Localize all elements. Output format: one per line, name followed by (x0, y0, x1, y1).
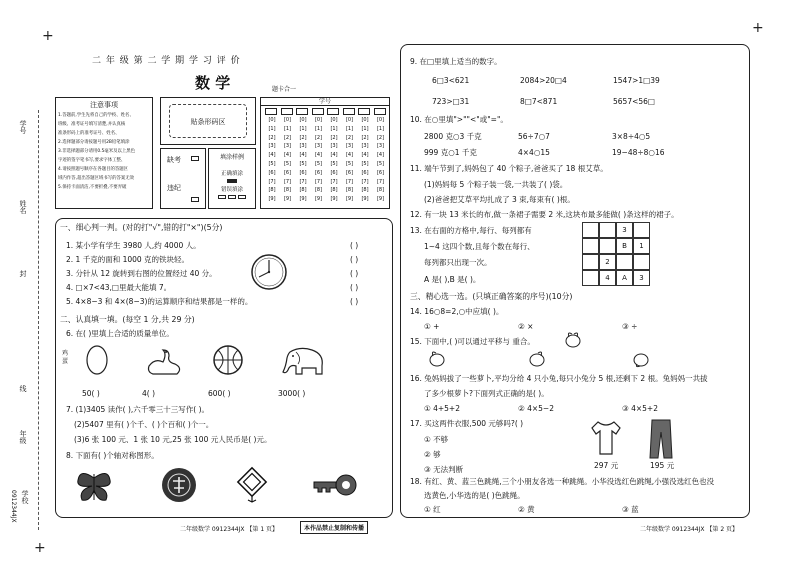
question-13d: A 是( ),B 是( )。 (424, 275, 481, 284)
id-digit-bubble[interactable]: [9] (283, 196, 292, 203)
id-digit-bubble[interactable]: [5] (299, 160, 307, 167)
absent-box (160, 148, 206, 209)
notice-line: 域内作答,超出答题区域书写的答案无效 (58, 176, 135, 181)
id-digit-column (327, 108, 341, 204)
answer-bracket[interactable]: ( ) (350, 241, 359, 250)
id-digit-bubble[interactable]: [1] (283, 125, 292, 132)
id-digit-bubble[interactable]: [6] (361, 169, 369, 176)
id-digit-bubble[interactable]: [3] (314, 143, 323, 150)
question-11: 11. 端午节到了,妈妈包了 40 个粽子,爸爸买了 18 根艾草。 (410, 164, 608, 173)
notice-line: 班级、准考证号填写清楚,并认真核 (58, 122, 126, 127)
notice-line: 字迹的签字笔书写,要求字体工整、 (58, 158, 126, 163)
question-11a: (1)妈妈每 5 个粽子装一袋,一共装了( )袋。 (424, 180, 568, 189)
q10-item[interactable]: 19−48÷8○16 (612, 148, 665, 157)
id-digit-bubble[interactable]: [4] (376, 152, 385, 159)
id-digit-bubble[interactable]: [1] (361, 125, 369, 132)
margin-code: 0912344JX (10, 490, 17, 523)
q18-option[interactable]: ③ 蓝 (622, 505, 639, 514)
student-id-label: 学号 (261, 98, 389, 106)
grid-cell: A (616, 270, 633, 286)
q16-option[interactable]: ③ 4×5+2 (622, 404, 658, 413)
id-digit-bubble[interactable]: [9] (268, 196, 276, 203)
question-13b: 1~4 这四个数,且每个数在每行、 (424, 242, 535, 251)
question-15: 15. 下面中,( )可以通过平移与 重合。 (410, 337, 535, 346)
barcode-area (160, 97, 256, 145)
margin-label: 年级 (19, 430, 27, 444)
cut-line (38, 110, 39, 530)
id-digit-bubble[interactable]: [9] (361, 196, 369, 203)
number-grid (582, 222, 654, 288)
egg-icon (84, 344, 110, 376)
margin-label: 学号 (19, 120, 27, 134)
id-digit-bubble[interactable]: [4] (268, 152, 276, 159)
section-2-title: 二、认真填一填。(每空 1 分,共 29 分) (60, 315, 195, 324)
margin-label: 姓名 (19, 200, 27, 214)
id-digit-bubble[interactable]: [0] (314, 117, 323, 123)
grid-cell: 1 (633, 238, 650, 254)
barcode-label: 贴条形码区 (169, 104, 247, 138)
fill-wrong-label: 错误填涂 (220, 187, 243, 193)
id-digit-column (343, 108, 357, 204)
question-16b: 了多少根萝卜?下面列式正确的是( )。 (424, 389, 549, 398)
question-16: 16. 兔妈妈拔了一些萝卜,平均分给 4 只小兔,每只小兔分 5 根,还剩下 2 根。兔妈妈一共拔 (410, 374, 708, 383)
shirt-icon (588, 418, 624, 458)
q9-item[interactable]: 8□7<871 (520, 97, 558, 106)
id-digit-bubble[interactable]: [0] (268, 117, 276, 123)
id-digit-bubble[interactable]: [3] (376, 143, 385, 150)
wrong-mark-icon (218, 195, 226, 199)
id-digit-bubble[interactable]: [7] (268, 178, 276, 185)
id-digit-bubble[interactable]: [7] (314, 178, 323, 185)
copy-stamp: 本作品禁止复制和传播 (300, 521, 368, 534)
id-digit-bubble[interactable]: [5] (376, 160, 385, 167)
id-digit-bubble[interactable]: [8] (330, 187, 338, 194)
weight-blank[interactable]: 50( ) (82, 389, 100, 398)
q18-option[interactable]: ① 红 (424, 505, 441, 514)
weight-blank[interactable]: 4( ) (142, 389, 156, 398)
q9-item[interactable]: 2084>20□4 (520, 76, 567, 85)
id-digit-bubble[interactable]: [4] (345, 152, 354, 159)
wrong-mark-icon (228, 195, 236, 199)
q14-option[interactable]: ③ ÷ (622, 322, 638, 331)
q10-item[interactable]: 3×8÷4○5 (612, 132, 651, 141)
weight-blank[interactable]: 3000( ) (278, 389, 306, 398)
id-digit-bubble[interactable]: [9] (299, 196, 307, 203)
grid-cell[interactable] (616, 254, 633, 270)
id-digit-bubble[interactable]: [3] (283, 143, 292, 150)
grid-cell[interactable] (582, 270, 599, 286)
id-digit-bubble[interactable]: [0] (330, 117, 338, 123)
id-digit-bubble[interactable]: [5] (330, 160, 338, 167)
id-digit-box[interactable] (374, 108, 386, 115)
id-digit-bubble[interactable]: [2] (299, 134, 307, 141)
grid-cell[interactable] (599, 222, 616, 238)
id-digit-bubble[interactable]: [5] (268, 160, 276, 167)
id-digit-bubble[interactable]: [4] (283, 152, 292, 159)
question-7b: (2)5407 里有( )个千、( )个百和( )个一。 (74, 420, 214, 429)
id-digit-bubble[interactable]: [8] (299, 187, 307, 194)
judge-item: 4. □×7<43,□里最大能填 7。 (66, 283, 172, 292)
q18-option[interactable]: ② 黄 (518, 505, 535, 514)
id-digit-bubble[interactable]: [0] (345, 117, 354, 123)
id-digit-bubble[interactable]: [9] (376, 196, 385, 203)
q9-item[interactable]: 6□3<621 (432, 76, 470, 85)
id-digit-bubble[interactable]: [6] (268, 169, 276, 176)
butterfly-icon (74, 468, 114, 504)
id-digit-bubble[interactable]: [2] (345, 134, 354, 141)
q16-option[interactable]: ② 4×5−2 (518, 404, 554, 413)
id-digit-bubble[interactable]: [8] (268, 187, 276, 194)
question-18b: 选黄色,小华选的是( )色跳绳。 (424, 491, 525, 500)
q17-option[interactable]: ③ 无法判断 (424, 465, 464, 474)
answer-bracket[interactable]: ( ) (350, 283, 359, 292)
question-6: 6. 在( )里填上合适的质量单位。 (66, 329, 174, 338)
q9-item[interactable]: 5657<56□ (613, 97, 656, 106)
question-17: 17. 买这两件衣服,500 元够吗?( ) (410, 419, 524, 428)
id-digit-bubble[interactable]: [2] (283, 134, 292, 141)
q9-item[interactable]: 723>□31 (432, 97, 470, 106)
id-digit-bubble[interactable]: [9] (330, 196, 338, 203)
id-digit-column (281, 108, 295, 204)
id-digit-bubble[interactable]: [2] (330, 134, 338, 141)
id-digit-bubble[interactable]: [0] (361, 117, 369, 123)
id-digit-bubble[interactable]: [5] (283, 160, 292, 167)
pants-price: 195 元 (650, 461, 675, 470)
egg-label: 鸡蛋 (62, 350, 69, 365)
judge-item: 3. 分针从 12 旋转到右图的位置经过 40 分。 (66, 269, 217, 278)
id-digit-bubble[interactable]: [6] (314, 169, 323, 176)
notice-line: 4.请按照题号顺序在各题目的答题区 (58, 167, 129, 172)
id-digit-bubble[interactable]: [8] (345, 187, 354, 194)
id-digit-bubble[interactable]: [7] (345, 178, 354, 185)
bee-icon (563, 331, 583, 349)
id-digit-bubble[interactable]: [8] (361, 187, 369, 194)
id-digit-bubble[interactable]: [2] (376, 134, 385, 141)
id-digit-bubble[interactable]: [9] (345, 196, 354, 203)
id-digit-box[interactable] (281, 108, 293, 115)
question-7c: (3)6 张 100 元、1 张 10 元,25 张 100 元人民币是( )元。 (74, 435, 272, 444)
grid-cell[interactable] (582, 254, 599, 270)
question-11b: (2)爸爸把艾草平均扎成了 3 束,每束有( )根。 (424, 195, 575, 204)
id-digit-bubble[interactable]: [6] (283, 169, 292, 176)
notice-line: 准条形码上的准考证号、姓名、 (58, 131, 120, 136)
id-digit-column (374, 108, 388, 204)
q14-option[interactable]: ① + (424, 322, 440, 331)
section-3-title: 三、精心选一选。(只填正确答案的序号)(10分) (410, 292, 573, 301)
notice-line: 2.选择题部分请按题号用2B铅笔填涂 (58, 140, 130, 145)
id-digit-bubble[interactable]: [9] (314, 196, 323, 203)
id-digit-bubble[interactable]: [6] (330, 169, 338, 176)
grid-cell[interactable] (582, 222, 599, 238)
id-digit-bubble[interactable]: [2] (314, 134, 323, 141)
question-13: 13. 在右面的方格中,每行、每列都有 (410, 226, 532, 235)
id-digit-column (312, 108, 326, 204)
id-digit-box[interactable] (296, 108, 308, 115)
id-digit-bubble[interactable]: [0] (299, 117, 307, 123)
section-1-title: 一、细心判一判。(对的打"√",错的打"×")(5分) (60, 223, 223, 232)
notice-line: 1.答题前,学生先将自己的学校、姓名、 (58, 113, 134, 118)
question-9: 9. 在□里填上适当的数字。 (410, 57, 502, 66)
id-digit-bubble[interactable]: [1] (268, 125, 276, 132)
fill-example-title: 填涂样例 (219, 154, 244, 161)
question-18: 18. 有红、黄、蓝三色跳绳,三个小朋友各选一种跳绳。小华没选红色跳绳,小强没选红色也没 (410, 477, 715, 486)
id-digit-bubble[interactable]: [6] (376, 169, 385, 176)
margin-label: 学校 (21, 490, 29, 504)
binding-margin (8, 110, 38, 530)
grid-cell[interactable] (633, 254, 650, 270)
crop-mark-icon: + (42, 28, 54, 44)
id-digit-bubble[interactable]: [8] (283, 187, 292, 194)
student-id-grid (260, 97, 390, 209)
id-digit-bubble[interactable]: [1] (299, 125, 307, 132)
q10-item[interactable]: 2800 克○3 千克 (424, 132, 482, 141)
id-digit-bubble[interactable]: [6] (345, 169, 354, 176)
grid-cell[interactable] (582, 238, 599, 254)
question-14: 14. 16○8=2,○中应填( )。 (410, 307, 504, 316)
notice-box (55, 97, 153, 209)
basketball-icon (212, 344, 244, 376)
weight-blank[interactable]: 600( ) (208, 389, 231, 398)
margin-label: 封 (19, 270, 27, 277)
id-digit-bubble[interactable]: [2] (361, 134, 369, 141)
id-digit-bubble[interactable]: [3] (268, 143, 276, 150)
fill-example-box (208, 148, 256, 209)
violation-label: 违纪 (167, 184, 181, 192)
id-digit-box[interactable] (327, 108, 339, 115)
id-digit-bubble[interactable]: [4] (314, 152, 323, 159)
id-digit-bubble[interactable]: [4] (361, 152, 369, 159)
goose-icon (145, 346, 185, 376)
id-digit-bubble[interactable]: [5] (345, 160, 354, 167)
id-digit-bubble[interactable]: [5] (314, 160, 323, 167)
id-digit-bubble[interactable]: [4] (330, 152, 338, 159)
answer-bracket[interactable]: ( ) (350, 269, 359, 278)
judge-item: 1. 某小学有学生 3980 人,约 4000 人。 (66, 241, 201, 250)
grid-cell[interactable] (633, 222, 650, 238)
subject-title: 数 学 (195, 74, 231, 92)
question-7a: 7. (1)3405 读作( ),六千零三十三写作( )。 (66, 405, 209, 414)
filled-mark-icon (227, 179, 237, 183)
q17-option[interactable]: ② 够 (424, 450, 441, 459)
id-digit-bubble[interactable]: [7] (299, 178, 307, 185)
notice-line: 3.非选择题部分请用0.5毫米及以上黑色 (58, 149, 136, 154)
marker-text: 题卡合一 (272, 86, 297, 93)
bee-option-icon[interactable] (427, 350, 447, 368)
q14-option[interactable]: ② × (518, 322, 534, 331)
id-digit-column (265, 108, 279, 204)
fill-correct-label: 正确填涂 (220, 171, 243, 177)
id-digit-bubble[interactable]: [7] (283, 178, 292, 185)
id-digit-bubble[interactable]: [1] (330, 125, 338, 132)
bee-option-icon[interactable] (631, 350, 651, 368)
notice-line: 5.保持卡面清洁,不要折叠,不要弄破 (58, 185, 127, 190)
pants-icon (646, 418, 676, 460)
answer-bracket[interactable]: ( ) (350, 297, 359, 306)
judge-item: 5. 4×8−3 和 4×(8−3)的运算顺序和结果都是一样的。 (66, 297, 253, 306)
answer-bracket[interactable]: ( ) (350, 255, 359, 264)
right-footer: 二年级数学 0912344JX 【第 2 页】 (640, 526, 739, 533)
q10-item[interactable]: 4×4○15 (518, 148, 550, 157)
question-8: 8. 下面有( )个轴对称图形。 (66, 451, 159, 460)
id-digit-bubble[interactable]: [1] (345, 125, 354, 132)
question-13c: 每列都只出现一次。 (424, 258, 492, 267)
id-digit-bubble[interactable]: [7] (361, 178, 369, 185)
crop-mark-icon: + (752, 20, 764, 36)
id-digit-column (296, 108, 310, 204)
id-digit-box[interactable] (312, 108, 324, 115)
q9-item[interactable]: 1547>1□39 (613, 76, 660, 85)
id-digit-bubble[interactable]: [2] (268, 134, 276, 141)
id-digit-bubble[interactable]: [1] (314, 125, 323, 132)
elephant-icon (280, 344, 328, 378)
id-digit-bubble[interactable]: [0] (283, 117, 292, 123)
shirt-price: 297 元 (594, 461, 619, 470)
question-12: 12. 有一块 13 米长的布,做一条裙子需要 2 米,这块布最多能做( )条这样的裙子。 (410, 210, 679, 219)
id-digit-bubble[interactable]: [3] (345, 143, 354, 150)
absent-checkbox[interactable] (191, 156, 199, 161)
clock-icon (250, 253, 288, 291)
id-digit-bubble[interactable]: [7] (376, 178, 385, 185)
chinese-knot-icon (232, 466, 272, 504)
q17-option[interactable]: ① 不够 (424, 435, 449, 444)
page-heading: 二 年 级 第 二 学 期 学 习 评 价 (92, 56, 241, 66)
id-digit-bubble[interactable]: [3] (361, 143, 369, 150)
grid-cell[interactable] (599, 238, 616, 254)
grid-cell: 4 (599, 270, 616, 286)
q16-option[interactable]: ① 4+5+2 (424, 404, 460, 413)
id-digit-bubble[interactable]: [3] (299, 143, 307, 150)
id-digit-bubble[interactable]: [8] (314, 187, 323, 194)
id-digit-bubble[interactable]: [1] (376, 125, 385, 132)
grid-cell: 3 (616, 222, 633, 238)
wrong-mark-icon (238, 195, 246, 199)
grid-cell: B (616, 238, 633, 254)
left-footer: 二年级数学 0912344JX 【第 1 页】 (180, 526, 279, 533)
margin-label: 线 (19, 385, 27, 392)
bee-option-icon[interactable] (527, 350, 547, 368)
id-digit-bubble[interactable]: [7] (330, 178, 338, 185)
judge-item: 2. 1 千克的面和 1000 克的铁块轻。 (66, 255, 190, 264)
violation-checkbox[interactable] (191, 197, 199, 202)
q10-item[interactable]: 999 克○1 千克 (424, 148, 477, 157)
absent-label: 缺考 (167, 156, 181, 164)
grid-cell: 2 (599, 254, 616, 270)
id-digit-bubble[interactable]: [4] (299, 152, 307, 159)
id-digit-bubble[interactable]: [3] (330, 143, 338, 150)
id-digit-bubble[interactable]: [8] (376, 187, 385, 194)
id-digit-bubble[interactable]: [0] (376, 117, 385, 123)
seal-icon (160, 466, 198, 504)
id-digit-column (358, 108, 372, 204)
grid-cell: 3 (633, 270, 650, 286)
id-digit-bubble[interactable]: [6] (299, 169, 307, 176)
key-icon (310, 470, 358, 500)
crop-mark-icon: + (34, 540, 46, 556)
question-10: 10. 在○里填">""<"或"="。 (410, 115, 508, 124)
q10-item[interactable]: 56÷7○7 (518, 132, 550, 141)
id-digit-bubble[interactable]: [5] (361, 160, 369, 167)
id-digit-box[interactable] (343, 108, 355, 115)
id-digit-box[interactable] (358, 108, 370, 115)
notice-title: 注意事项 (90, 101, 118, 109)
id-digit-box[interactable] (265, 108, 277, 115)
